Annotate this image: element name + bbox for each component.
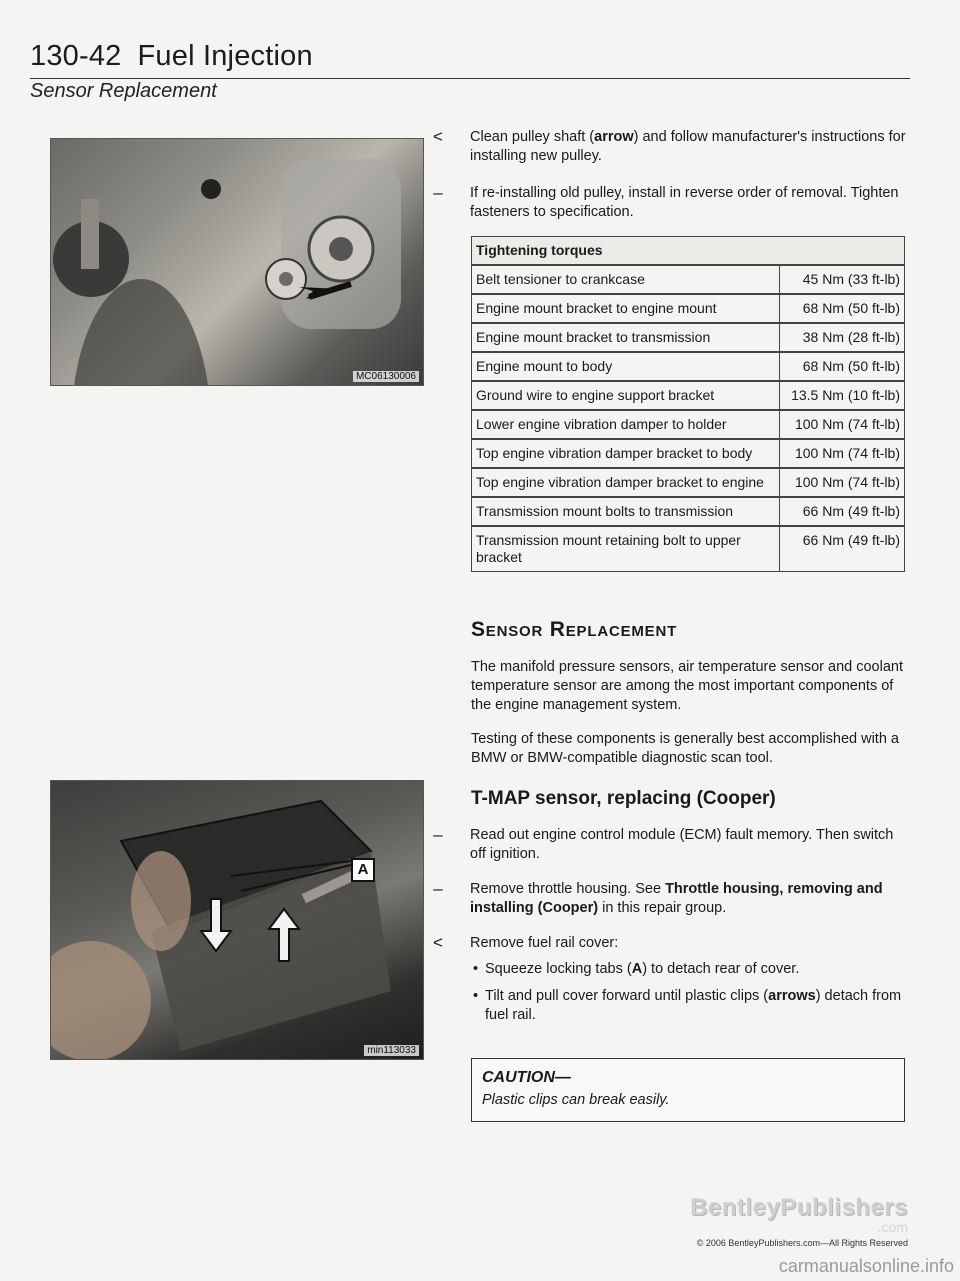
torque-value: 68 Nm (50 ft-lb) [780, 352, 905, 381]
table-header: Tightening torques [472, 237, 905, 266]
dash-marker: – [433, 183, 443, 202]
step-reinstall [433, 183, 910, 222]
cover-removal-list [471, 960, 907, 1033]
section-subtitle: Sensor Replacement [30, 80, 217, 102]
table-row [472, 497, 905, 526]
bullet-text: ) to detach rear of cover. [642, 961, 800, 977]
step-text: in this repair group. [598, 900, 727, 916]
bullet-bold: arrows [768, 988, 816, 1004]
step-text: Clean pulley shaft ( [470, 129, 595, 145]
fuel-rail-cover-photo [50, 780, 424, 1060]
bullet-text: ) detach from fuel rail. [485, 988, 902, 1023]
dash-marker: – [433, 879, 443, 898]
torque-item: Engine mount bracket to transmission [472, 323, 780, 352]
table-row [472, 294, 905, 323]
step-clean-pulley [433, 127, 910, 166]
table-row [472, 526, 905, 572]
testing-paragraph: Testing of these components is generally best accomplished with a BMW or BMW-compatible diagnostic scan tool. [471, 731, 899, 766]
step-text: Remove fuel rail cover: [470, 935, 619, 951]
table-row [472, 381, 905, 410]
bullet-text: Tilt and pull cover forward until plastic clips ( [485, 988, 769, 1004]
table-row [472, 352, 905, 381]
chapter-title: Fuel Injection [137, 40, 313, 72]
dash-marker: – [433, 825, 443, 844]
caution-title: CAUTION— [482, 1069, 571, 1086]
cross-reference-link: Throttle housing, removing and installing (Cooper) [470, 881, 883, 916]
tmap-heading: T-MAP sensor, replacing (Cooper) [471, 788, 776, 809]
publisher-logo-suffix: .com [877, 1219, 908, 1235]
photo-code: MC06130006 [353, 371, 419, 382]
copyright-notice: © 2006 BentleyPublishers.com—All Rights Reserved [696, 1238, 908, 1248]
list-item [471, 960, 907, 979]
pulley-shaft-photo [50, 138, 424, 386]
torque-item: Top engine vibration damper bracket to body [472, 439, 780, 468]
section-title: Sensor Replacement [471, 618, 678, 641]
torque-item: Top engine vibration damper bracket to engine [472, 468, 780, 497]
intro-paragraph: The manifold pressure sensors, air temperature sensor and coolant temperature sensor are among the most important components of the engine management system. [471, 659, 903, 713]
photo-code: min113033 [364, 1045, 419, 1056]
header-rule [30, 78, 910, 79]
torque-item: Transmission mount retaining bolt to upper bracket [472, 526, 780, 572]
torque-value: 100 Nm (74 ft-lb) [780, 410, 905, 439]
step-bold: arrow [594, 129, 634, 145]
bullet-bold: A [631, 961, 643, 977]
page-number: 130-42 [30, 40, 122, 72]
table-row [472, 410, 905, 439]
torque-item: Belt tensioner to crankcase [472, 265, 780, 294]
torque-item: Ground wire to engine support bracket [472, 381, 780, 410]
torque-value: 100 Nm (74 ft-lb) [780, 468, 905, 497]
step-remove-cover [433, 933, 910, 953]
torque-value: 100 Nm (74 ft-lb) [780, 439, 905, 468]
photo-pointer-icon: < [433, 127, 443, 146]
table-row [472, 323, 905, 352]
callout-label-a: A [351, 858, 375, 882]
step-text: If re-installing old pulley, install in reverse order of removal. Tighten fasteners to specification. [470, 185, 899, 220]
site-watermark: carmanualsonline.info [778, 1256, 954, 1276]
step-text: ) and follow manufacturer's instructions for installing new pulley. [470, 129, 906, 164]
step-text: Read out engine control module (ECM) fault memory. Then switch off ignition. [470, 827, 894, 862]
photo-pointer-icon: < [433, 933, 443, 952]
torque-item: Lower engine vibration damper to holder [472, 410, 780, 439]
table-row [472, 468, 905, 497]
torque-item: Engine mount bracket to engine mount [472, 294, 780, 323]
torque-value: 68 Nm (50 ft-lb) [780, 294, 905, 323]
caution-text: Plastic clips can break easily. [482, 1092, 670, 1108]
caution-box [471, 1058, 905, 1122]
bullet-text: Squeeze locking tabs ( [485, 961, 632, 977]
torque-value: 66 Nm (49 ft-lb) [780, 497, 905, 526]
step-text: Remove throttle housing. See [470, 881, 666, 897]
step-remove-throttle [433, 879, 910, 918]
tightening-torques-table [471, 236, 905, 572]
publisher-logo: BentleyPublishers [690, 1194, 908, 1221]
table-body [472, 265, 905, 572]
list-item [471, 987, 907, 1025]
table-row [472, 265, 905, 294]
torque-value: 38 Nm (28 ft-lb) [780, 323, 905, 352]
photo-illustration [51, 139, 423, 385]
page-header [30, 40, 910, 102]
torque-value: 13.5 Nm (10 ft-lb) [780, 381, 905, 410]
page-title [30, 40, 910, 73]
torque-item: Transmission mount bolts to transmission [472, 497, 780, 526]
table-row [472, 439, 905, 468]
torque-item: Engine mount to body [472, 352, 780, 381]
torque-value: 66 Nm (49 ft-lb) [780, 526, 905, 572]
torque-value: 45 Nm (33 ft-lb) [780, 265, 905, 294]
photo-illustration [51, 781, 423, 1059]
step-read-fault-memory [433, 825, 910, 864]
